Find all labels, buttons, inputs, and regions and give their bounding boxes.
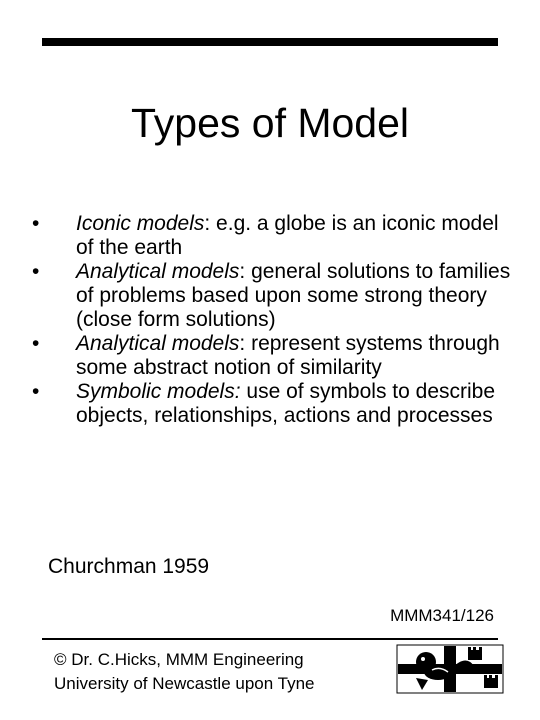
- footer-credit: [54, 648, 314, 696]
- bullet-dot: •: [32, 380, 40, 403]
- bullet-dot: •: [32, 212, 40, 235]
- bullet-dot: •: [32, 260, 40, 283]
- bullet-term: Analytical models: [76, 332, 240, 355]
- bullet-text: : general solutions to families of problems based upon some strong theory (close form solutions): [76, 260, 511, 331]
- bullet-text: : e.g. a globe is an iconic model of the earth: [76, 212, 499, 259]
- bullet-term: Iconic models: [76, 212, 205, 235]
- university-crest-lion-icon: [396, 644, 504, 694]
- bullet-item-analytical-solutions: [26, 260, 516, 332]
- bullet-item-iconic: [26, 212, 516, 260]
- top-rule: [42, 38, 498, 46]
- bullet-text: use of symbols to describe objects, relationships, actions and processes: [76, 380, 496, 427]
- footer-line-university: University of Newcastle upon Tyne: [54, 674, 315, 693]
- slide-title: Types of Model: [130, 100, 410, 146]
- bullet-item-analytical-similarity: [26, 332, 516, 380]
- bullet-dot: •: [32, 332, 40, 355]
- slide-code: MMM341/126: [390, 606, 494, 625]
- bullet-list: [26, 212, 516, 428]
- bullet-term: Analytical models: [76, 260, 240, 283]
- bullet-text: : represent systems through some abstract notion of similarity: [76, 332, 500, 379]
- footer-line-author: © Dr. C.Hicks, MMM Engineering: [54, 650, 304, 669]
- bullet-item-symbolic: [26, 380, 516, 428]
- bullet-term: Symbolic models:: [76, 380, 241, 403]
- bottom-rule: [42, 638, 498, 640]
- citation: Churchman 1959: [48, 555, 210, 578]
